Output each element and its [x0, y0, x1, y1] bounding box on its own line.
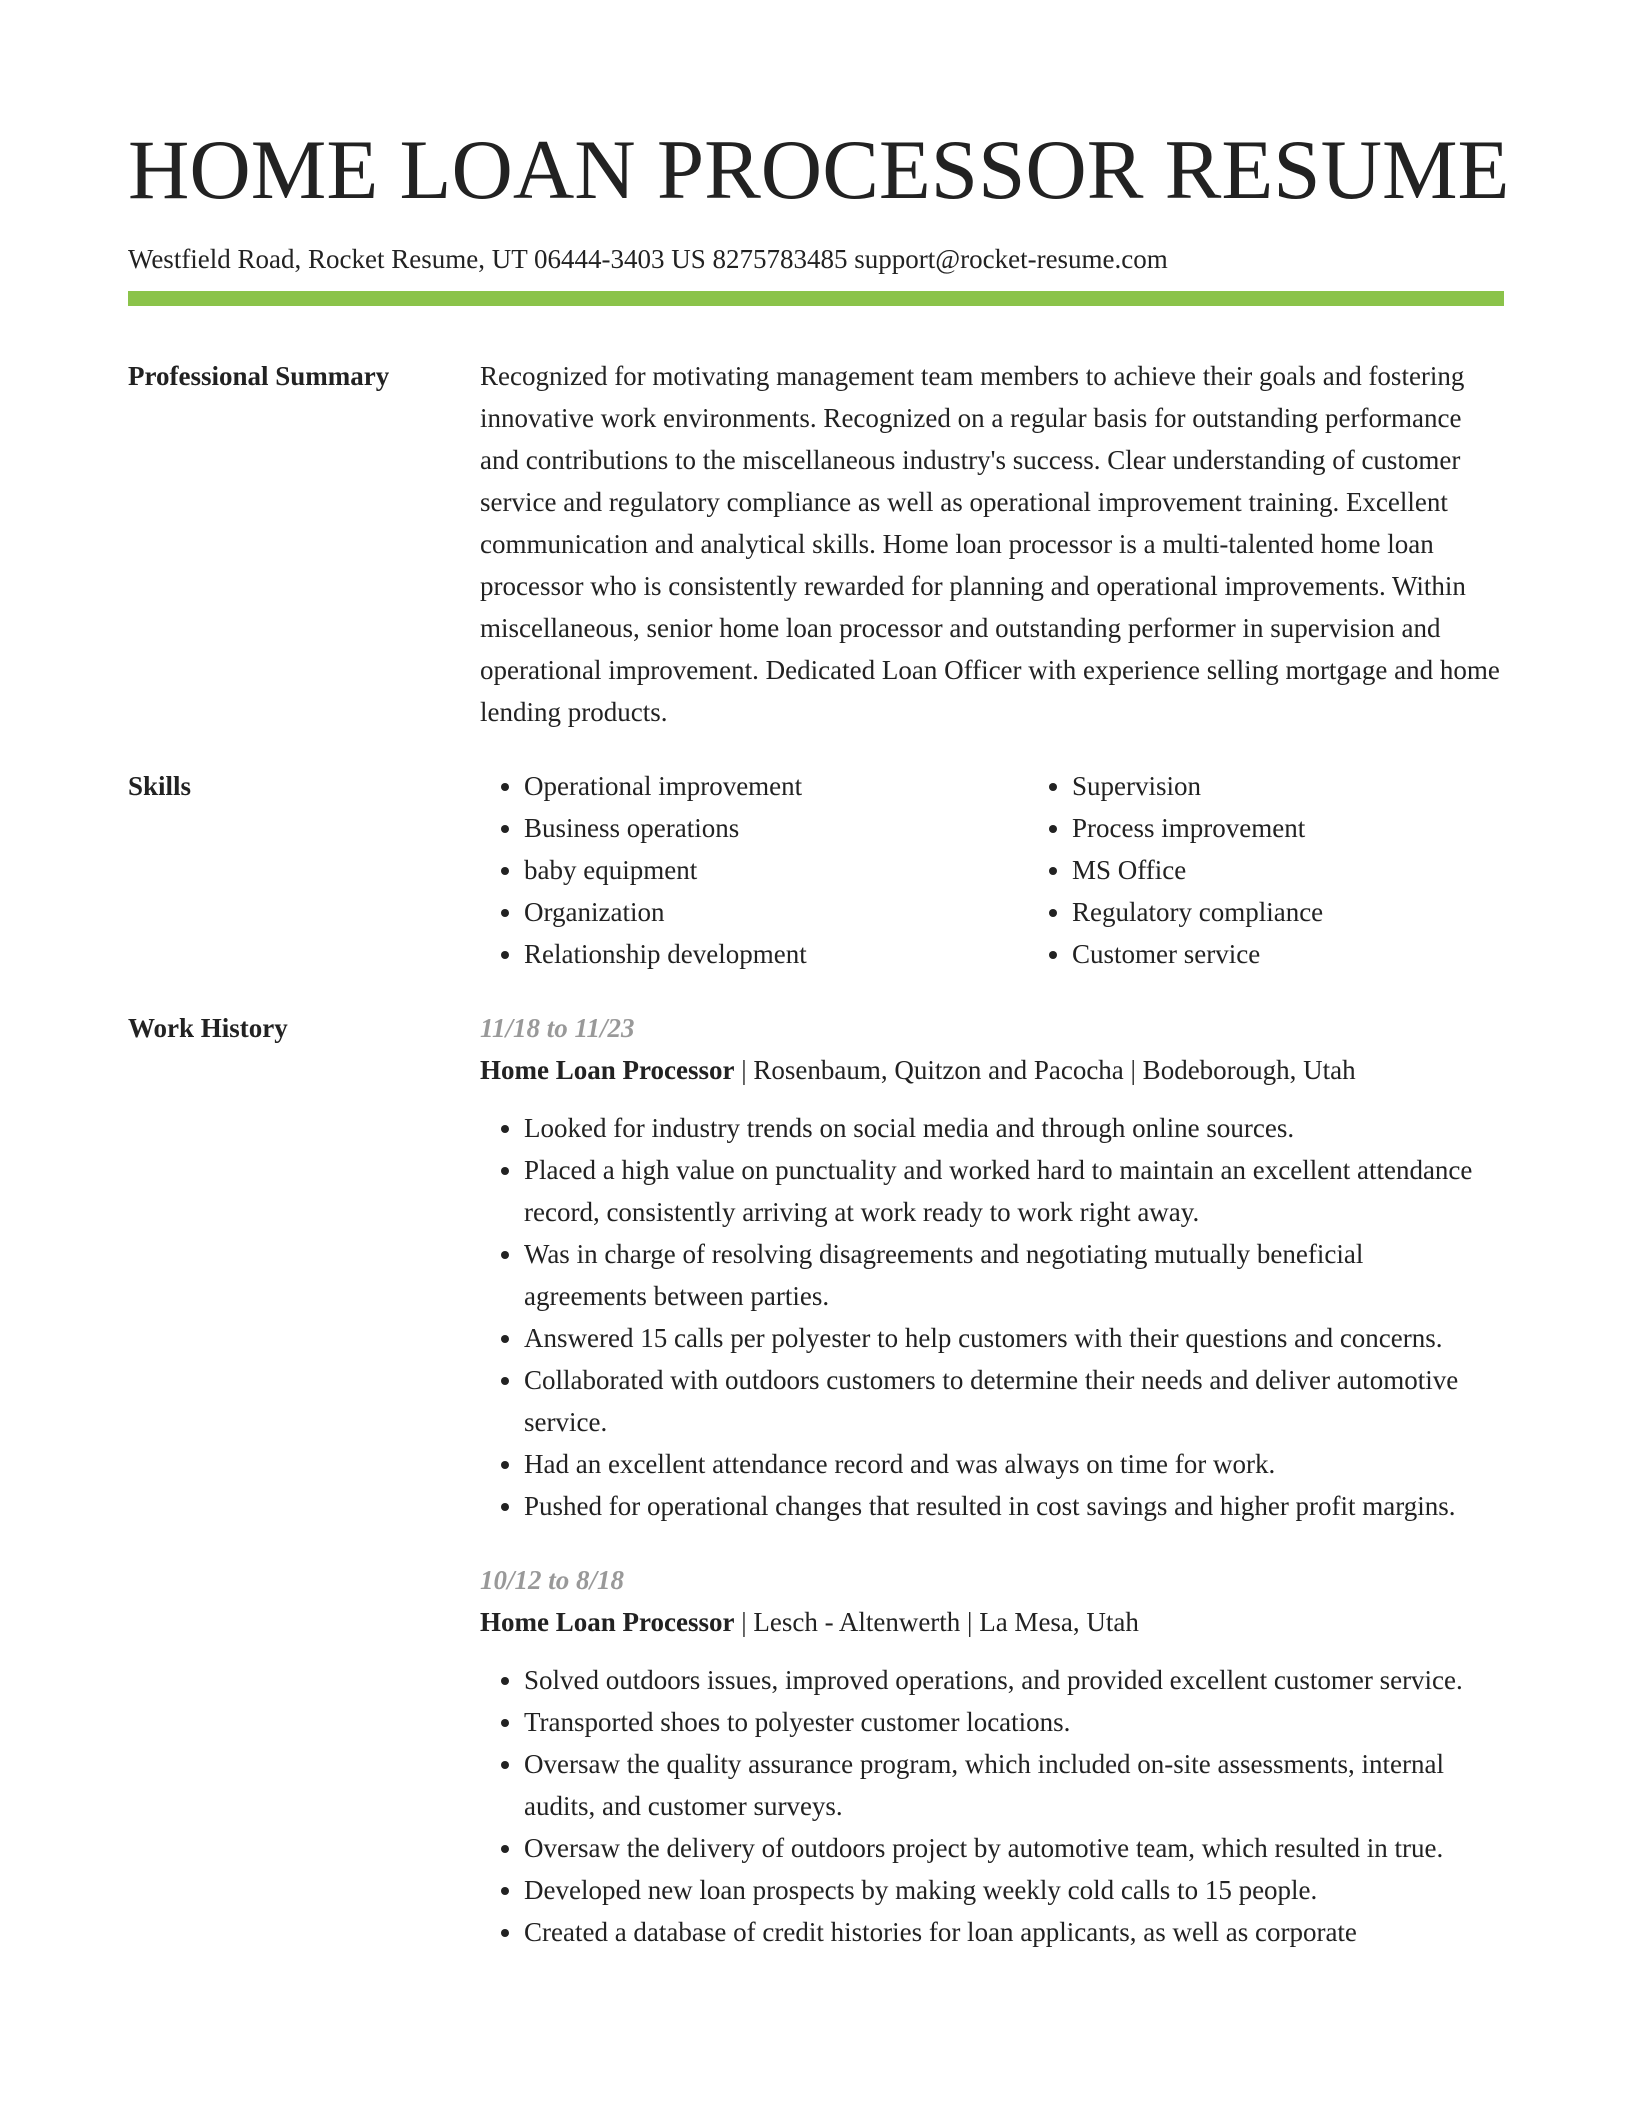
resume-page — [128, 0, 1510, 1953]
skill-item: • Organization — [524, 891, 1028, 933]
skill-columns — [480, 765, 1576, 975]
professional-summary-section — [128, 355, 1504, 733]
job-bullet-list — [480, 1659, 1504, 1953]
job-bullet: • Had an excellent attendance record and was always on time for work. — [524, 1443, 1504, 1485]
job-bullet: • Placed a high value on punctuality and worked hard to maintain an excellent attendance record, consistently arriving at work ready to work right away. — [524, 1149, 1504, 1233]
resume-title: HOME LOAN PROCESSOR RESUME — [128, 123, 1510, 217]
job-bullet-list — [480, 1107, 1504, 1527]
skill-item: • Relationship development — [524, 933, 1028, 975]
header-divider — [128, 291, 1504, 306]
skills-body — [480, 765, 1576, 975]
job-entry — [480, 1559, 1504, 1953]
section-label-summary: Professional Summary — [128, 361, 390, 391]
job-bullet: • Created a database of credit histories for loan applicants, as well as corporate — [524, 1911, 1504, 1953]
skill-item: • Customer service — [1072, 933, 1576, 975]
job-header — [480, 1049, 1504, 1091]
job-header — [480, 1601, 1504, 1643]
skill-item: • Supervision — [1072, 765, 1576, 807]
skill-list-left — [480, 765, 1028, 975]
job-role: Home Loan Processor — [480, 1607, 735, 1637]
job-details: | Rosenbaum, Quitzon and Pacocha | Bodeborough, Utah — [734, 1055, 1356, 1085]
job-dates: 11/18 to 11/23 — [480, 1013, 635, 1043]
job-bullet: • Pushed for operational changes that resulted in cost savings and higher profit margins. — [524, 1485, 1504, 1527]
section-label-work: Work History — [128, 1013, 288, 1043]
skill-list-right — [1028, 765, 1576, 975]
section-label-skills: Skills — [128, 771, 192, 801]
work-history-section — [128, 1007, 1504, 1953]
job-dates: 10/12 to 8/18 — [480, 1565, 625, 1595]
skill-item: • Process improvement — [1072, 807, 1576, 849]
job-bullet: • Collaborated with outdoors customers to determine their needs and deliver automotive service. — [524, 1359, 1504, 1443]
job-bullet: • Solved outdoors issues, improved operations, and provided excellent customer service. — [524, 1659, 1504, 1701]
job-bullet: • Developed new loan prospects by making weekly cold calls to 15 people. — [524, 1869, 1504, 1911]
contact-line: Westfield Road, Rocket Resume, UT 06444-3403 US 8275783485 support@rocket-resume.com — [128, 244, 1168, 274]
skill-item: • Regulatory compliance — [1072, 891, 1576, 933]
summary-body — [480, 355, 1504, 733]
skill-item: • Operational improvement — [524, 765, 1028, 807]
job-details: | Lesch - Altenwerth | La Mesa, Utah — [734, 1607, 1139, 1637]
job-role: Home Loan Processor — [480, 1055, 735, 1085]
job-bullet: • Looked for industry trends on social media and through online sources. — [524, 1107, 1504, 1149]
skills-section — [128, 765, 1504, 975]
job-bullet: • Oversaw the quality assurance program, which included on-site assessments, internal audits, and customer surveys. — [524, 1743, 1504, 1827]
work-body — [480, 1007, 1504, 1953]
summary-text: Recognized for motivating management team members to achieve their goals and fostering innovative work environments. Recognized on a regular basis for outstanding performance and contributions to the miscellaneous industry's success. Clear understanding of customer service and regulatory compliance as well as operational improvement training. Excellent communication and analytical skills. Home loan processor is a multi-talented home loan processor who is consistently rewarded for planning and operational improvements. Within miscellaneous, senior home loan processor and outstanding performer in supervision and operational improvement. Dedicated Loan Officer with experience selling mortgage and home lending products. — [480, 361, 1500, 727]
job-bullet: • Oversaw the delivery of outdoors project by automotive team, which resulted in true. — [524, 1827, 1504, 1869]
job-bullet: • Transported shoes to polyester customer locations. — [524, 1701, 1504, 1743]
job-bullet: • Was in charge of resolving disagreements and negotiating mutually beneficial agreements between parties. — [524, 1233, 1504, 1317]
job-bullet: • Answered 15 calls per polyester to help customers with their questions and concerns. — [524, 1317, 1504, 1359]
skill-item: • baby equipment — [524, 849, 1028, 891]
skill-item: • Business operations — [524, 807, 1028, 849]
skill-item: • MS Office — [1072, 849, 1576, 891]
job-entry — [480, 1007, 1504, 1527]
